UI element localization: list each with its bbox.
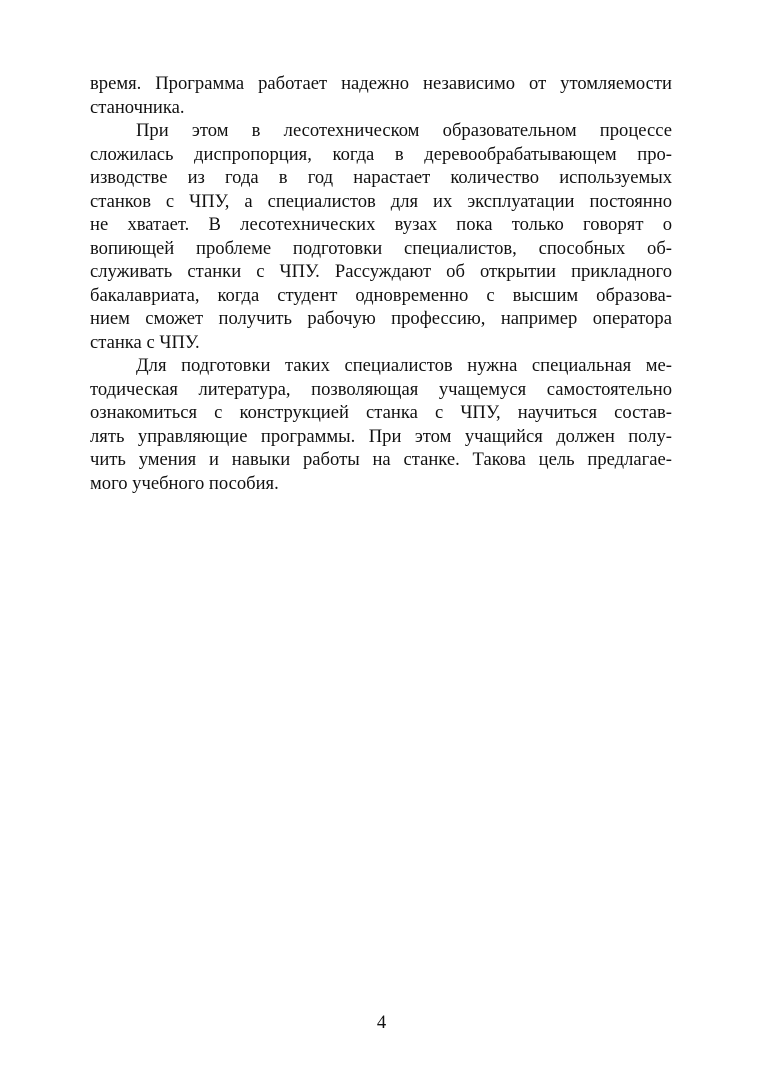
- page-number: 4: [376, 1012, 387, 1033]
- text-line: нием сможет получить рабочую профессию, например оператора: [90, 308, 672, 329]
- text-line: сложилась диспропорция, когда в деревообрабатывающем про-: [90, 143, 672, 165]
- text-line: станков с ЧПУ, а специалистов для их эксплуатации постоянно: [90, 190, 672, 212]
- text-line: изводстве из года в год нарастает количество используемых: [90, 167, 672, 188]
- text-line: При этом в лесотехническом образовательном процессе: [136, 120, 672, 141]
- text-line: не хватает. В лесотехнических вузах пока только говорят о: [90, 214, 672, 235]
- text-line: станка с ЧПУ.: [90, 331, 200, 353]
- text-line: служивать станки с ЧПУ. Рассуждают об открытии прикладного: [90, 261, 672, 282]
- paragraph: [90, 72, 672, 119]
- text-line: Для подготовки таких специалистов нужна специальная ме-: [136, 355, 672, 376]
- text-line: тодическая литература, позволяющая учащемуся самостоятельно: [90, 378, 672, 400]
- text-line: бакалавриата, когда студент одновременно с высшим образова-: [90, 284, 672, 306]
- text-line: чить умения и навыки работы на станке. Такова цель предлагае-: [90, 449, 672, 470]
- text-line: лять управляющие программы. При этом учащийся должен полу-: [90, 425, 672, 447]
- text-line: станочника.: [90, 96, 185, 118]
- text-line: вопиющей проблеме подготовки специалистов, способных об-: [90, 237, 672, 259]
- paragraph: [90, 119, 672, 354]
- text-line: мого учебного пособия.: [90, 472, 279, 494]
- text-line: ознакомиться с конструкцией станка с ЧПУ, научиться состав-: [90, 402, 672, 423]
- page-body: [90, 72, 672, 495]
- text-line: время. Программа работает надежно независимо от утомляемости: [90, 73, 672, 94]
- paragraph: [90, 354, 672, 495]
